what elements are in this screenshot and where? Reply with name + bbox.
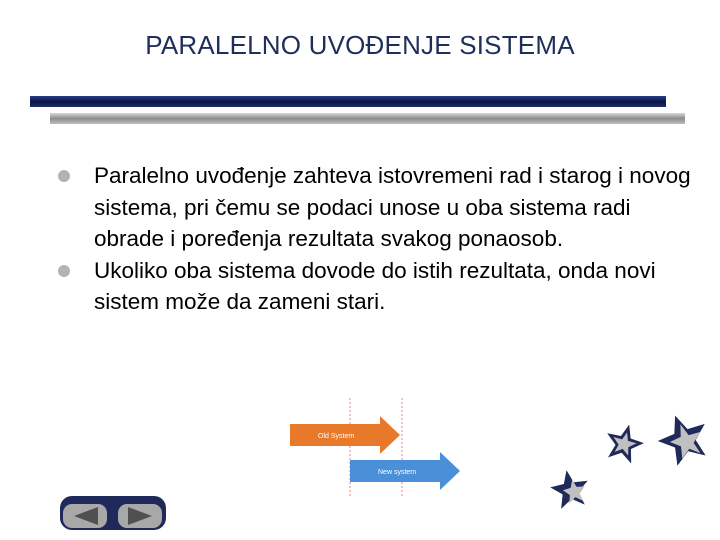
bullet-dot-icon [58, 265, 70, 277]
slide-title: PARALELNO UVOĐENJE SISTEMA [145, 30, 575, 60]
bullet-text: Ukoliko oba sistema dovode do istih rezultata, onda novi sistem može da zameni stari. [94, 257, 656, 314]
old-system-label: Old System [318, 433, 355, 440]
star-icon [548, 467, 592, 510]
bullet-dot-icon [58, 170, 70, 182]
slide-navigation [60, 496, 166, 530]
star-icon [601, 420, 647, 466]
new-system-label: New system [378, 469, 417, 476]
star-decoration [538, 410, 720, 520]
star-icon [652, 410, 715, 469]
title-underline-dark [30, 96, 666, 107]
back-button[interactable] [63, 504, 107, 528]
parallel-conversion-diagram [280, 380, 470, 500]
bullet-text: Paralelno uvođenje zahteva istovremeni rad i starog i novog sistema, pri čemu se podaci unose u oba sistema radi obrade i poređenja rezultata svakog ponaosob. [94, 163, 691, 251]
bullet-item [58, 160, 698, 255]
forward-button[interactable] [118, 504, 162, 528]
bullet-list [58, 160, 698, 318]
bullet-item [58, 255, 698, 318]
title-underline-gray [50, 113, 685, 124]
